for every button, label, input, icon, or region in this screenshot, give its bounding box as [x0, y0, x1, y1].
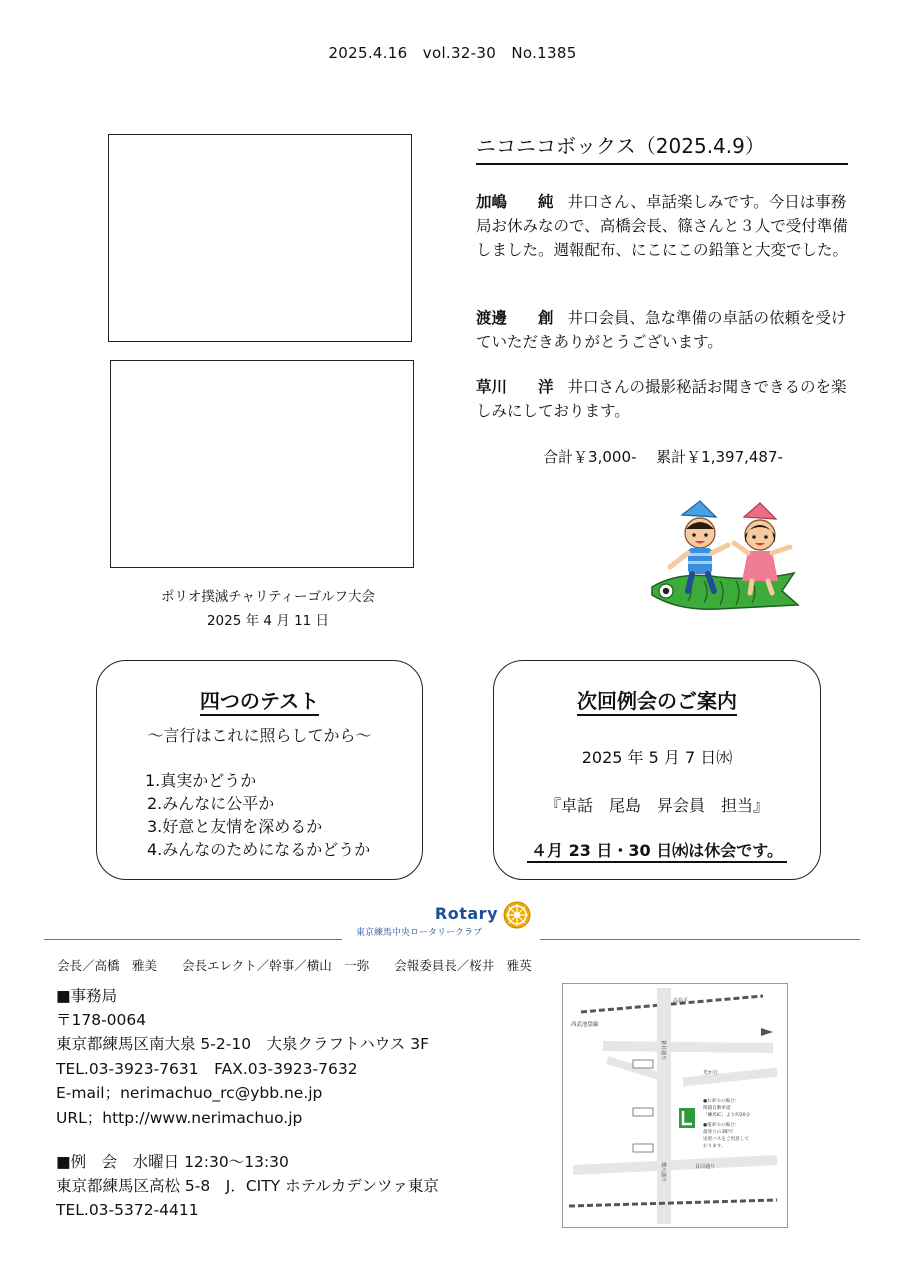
svg-text:送迎バスをご用意して: 送迎バスをご用意して — [703, 1137, 749, 1142]
entry-name: 加嶋 純 — [476, 193, 554, 211]
four-way-test-title: 四つのテスト — [200, 689, 319, 716]
photo-caption-title: ポリオ撲滅チャリティーゴルフ大会 — [160, 589, 376, 605]
svg-text:関越自動車道: 関越自動車道 — [703, 1106, 731, 1111]
access-map-drawing — [563, 984, 787, 1227]
office-heading: ■事務局 — [56, 987, 118, 1005]
svg-text:目白通り: 目白通り — [695, 1164, 716, 1170]
issue-header: 2025.4.16 vol.32-30 No.1385 — [328, 44, 577, 62]
rotary-logo — [344, 898, 534, 940]
four-way-test-subtitle: ～言行はこれに照らしてから～ — [147, 726, 372, 745]
rotary-wordmark: Rotary — [434, 904, 498, 923]
office-url: URL；http://www.nerimachuo.jp — [56, 1109, 303, 1127]
recess-notice: ４月 23 日・30 日㈬は休会です。 — [527, 841, 787, 863]
koinobori-children-illustration — [648, 495, 803, 653]
photo-caption-date: 2025 年 4 月 11 日 — [206, 613, 330, 629]
next-meeting-title: 次回例会のご案内 — [577, 689, 737, 716]
entry-text: 井口さんの撮影秘話お聞きできるのを楽しみにしております。 — [476, 378, 847, 420]
nikoniko-total: 合計￥3,000- 累計￥1,397,487- — [543, 448, 783, 466]
svg-text:●お車での場合：: ●お車での場合： — [703, 1099, 740, 1104]
rotary-wheel-icon — [502, 900, 532, 930]
four-way-test-box — [96, 660, 423, 880]
office-address: 東京都練馬区南大泉 5-2-10 大泉クラフトハウス 3F — [56, 1035, 429, 1053]
entry-text: 井口会員、急な準備の卓話の依頼を受けていただきありがとうございます。 — [476, 309, 847, 351]
office-postal: 〒178-0064 — [56, 1011, 147, 1029]
nikoniko-box-title: ニコニコボックス（2025.4.9） — [476, 130, 848, 165]
meeting-heading: ■例 会 水曜日 12:30～13:30 — [56, 1153, 289, 1171]
entry-text: 井口さん、卓話楽しみです。今日は事務局お休みなので、高橋会長、篠さんと３人で受付準備しました。週報配布、にこにこの鉛筆と大変でした。 — [476, 193, 849, 259]
nikoniko-entry — [476, 306, 850, 354]
svg-text:●電車での場合：: ●電車での場合： — [703, 1123, 740, 1128]
entry-name: 草川 洋 — [476, 378, 554, 396]
svg-text:高島平: 高島平 — [673, 998, 689, 1004]
divider-rule — [540, 939, 860, 940]
next-meeting-box — [493, 660, 821, 880]
access-map — [562, 983, 788, 1228]
nikoniko-entry — [476, 190, 850, 262]
list-item: 3.好意と友情を深めるか — [147, 817, 323, 836]
entry-name: 渡邊 創 — [476, 309, 554, 327]
nikoniko-entry — [476, 375, 850, 423]
svg-text:笹目通り: 笹目通り — [660, 1040, 666, 1061]
meeting-address: 東京都練馬区高松 5-8 J．CITY ホテルカデンツァ東京 — [56, 1177, 439, 1195]
divider-rule — [44, 939, 342, 940]
svg-text:最寄りの3駅で: 最寄りの3駅で — [703, 1130, 734, 1135]
svg-text:「練馬IC」より約20分: 「練馬IC」より約20分 — [703, 1113, 751, 1118]
photo-frame-1 — [108, 134, 412, 342]
office-email: E-mail；nerimachuo_rc@ybb.ne.jp — [56, 1084, 323, 1102]
club-name: 東京練馬中央ロータリークラブ — [356, 928, 483, 938]
list-item: 4.みんなのためになるかどうか — [147, 840, 371, 859]
list-item: 2.みんなに公平か — [147, 794, 275, 813]
officers-line: 会長／高橋 雅美 会長エレクト／幹事／横山 一弥 会報委員長／桜井 雅英 — [57, 958, 532, 973]
four-way-test-list — [145, 769, 370, 861]
map-label-line: 西武池袋線 — [571, 1022, 599, 1028]
next-meeting-program: 『卓話 尾島 昇会員 担当』 — [544, 796, 769, 815]
svg-text:おります。: おります。 — [703, 1144, 726, 1149]
meeting-tel: TEL.03-5372-4411 — [56, 1201, 199, 1219]
svg-text:光が丘: 光が丘 — [703, 1070, 719, 1076]
next-meeting-date: 2025 年 5 月 7 日㈬ — [581, 748, 733, 767]
photo-frame-2 — [110, 360, 414, 568]
svg-text:環八通り: 環八通り — [660, 1162, 666, 1183]
office-tel-fax: TEL.03-3923-7631 FAX.03-3923-7632 — [56, 1060, 358, 1078]
list-item: 1.真実かどうか — [145, 771, 257, 790]
